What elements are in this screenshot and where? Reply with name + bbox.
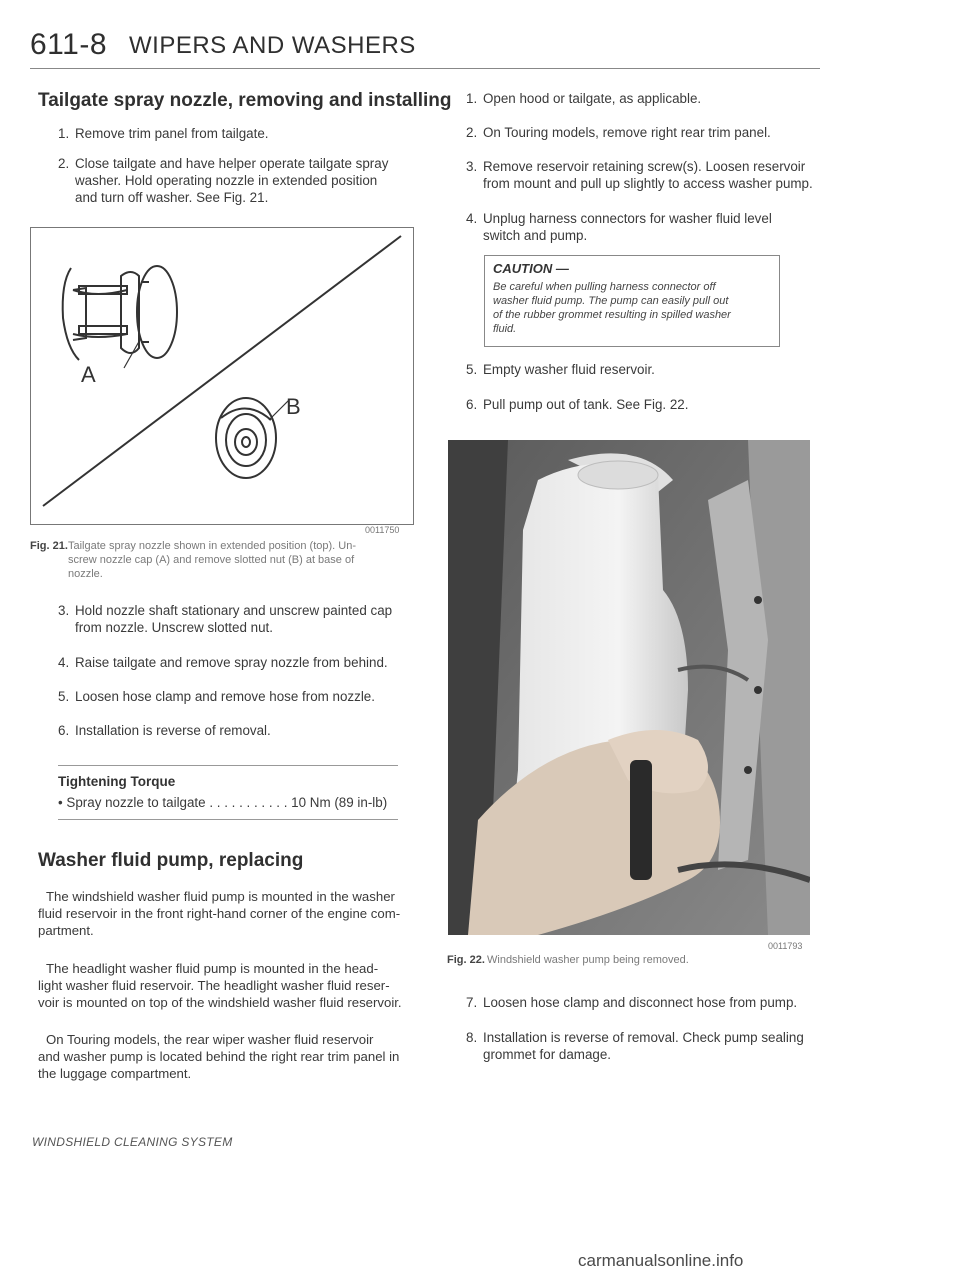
step-6: 6. Installation is reverse of removal. bbox=[58, 723, 271, 738]
footer-section-title: WINDSHIELD CLEANING SYSTEM bbox=[32, 1135, 233, 1149]
caution-box: CAUTION — Be careful when pulling harness connector off washer fluid pump. The pump can easily pull out of the rubber grommet resulting in spilled washer fluid. bbox=[484, 255, 780, 347]
fig-21-illustration bbox=[30, 227, 414, 525]
right-step-1: 1. Open hood or tailgate, as applicable. bbox=[466, 91, 702, 106]
right-step-3: 3. Remove reservoir retaining screw(s). Loosen reservoir from mount and pull up slightly to access washer pump. bbox=[466, 159, 813, 191]
callout-b: B bbox=[286, 394, 301, 419]
callout-a: A bbox=[81, 362, 96, 387]
step-5: 5. Loosen hose clamp and remove hose from nozzle. bbox=[58, 689, 375, 704]
torque-rule-top bbox=[58, 765, 398, 766]
watermark: carmanualsonline.info bbox=[578, 1251, 744, 1270]
fig-22-photo bbox=[448, 440, 810, 935]
washer-pump-photo bbox=[448, 440, 810, 935]
right-step-5: 5. Empty washer fluid reservoir. bbox=[466, 362, 655, 377]
right-step-7: 7. Loosen hose clamp and disconnect hose from pump. bbox=[466, 995, 798, 1010]
section-heading-tailgate-nozzle: Tailgate spray nozzle, removing and installing bbox=[38, 90, 452, 111]
caution-title: CAUTION — bbox=[493, 261, 569, 276]
section-heading-washer-pump: Washer fluid pump, replacing bbox=[38, 850, 304, 871]
right-step-2: 2. On Touring models, remove right rear trim panel. bbox=[466, 125, 771, 140]
step-1: 1. Remove trim panel from tailgate. bbox=[58, 126, 269, 141]
step-4: 4. Raise tailgate and remove spray nozzle from behind. bbox=[58, 655, 388, 670]
chapter-title: WIPERS AND WASHERS bbox=[129, 32, 416, 59]
step-2: 2. Close tailgate and have helper operate tailgate spray washer. Hold operating nozzle in extended position and turn off washer. See Fig. 21. bbox=[58, 156, 389, 205]
fig-21-id: 0011750 bbox=[365, 525, 400, 535]
fig-21-caption: Fig. 21. Tailgate spray nozzle shown in extended position (top). Un- screw nozzle cap (A) and remove slotted nut (B) at base of nozzle. bbox=[30, 540, 356, 580]
paragraph-touring-pump: On Touring models, the rear wiper washer fluid reservoir and washer pump is located behind the right rear trim panel in the luggage compartment. bbox=[38, 1032, 400, 1081]
right-step-6: 6. Pull pump out of tank. See Fig. 22. bbox=[466, 397, 689, 412]
torque-item: • Spray nozzle to tailgate . . . . . . . . . . . 10 Nm (89 in-lb) bbox=[58, 795, 388, 810]
right-step-8: 8. Installation is reverse of removal. Check pump sealing grommet for damage. bbox=[466, 1030, 804, 1062]
step-3: 3. Hold nozzle shaft stationary and unscrew painted cap from nozzle. Unscrew slotted nut. bbox=[58, 603, 393, 635]
paragraph-windshield-pump: The windshield washer fluid pump is mounted in the washer fluid reservoir in the front right-hand corner of the engine com- partment. bbox=[38, 889, 401, 938]
fig-22-caption: Fig. 22. Windshield washer pump being removed. bbox=[447, 954, 689, 966]
fig-22-id: 0011793 bbox=[768, 941, 803, 951]
right-step-4: 4. Unplug harness connectors for washer fluid level switch and pump. bbox=[466, 211, 772, 243]
torque-title: Tightening Torque bbox=[58, 774, 176, 789]
page-number: 611-8 bbox=[30, 28, 108, 61]
torque-rule-bottom bbox=[58, 819, 398, 820]
paragraph-headlight-pump: The headlight washer fluid pump is mounted in the head- light washer fluid reservoir. The headlight washer fluid reser- voir is mounted on top of the windshield washer fluid reservoir. bbox=[38, 961, 402, 1010]
header-rule bbox=[30, 68, 820, 69]
